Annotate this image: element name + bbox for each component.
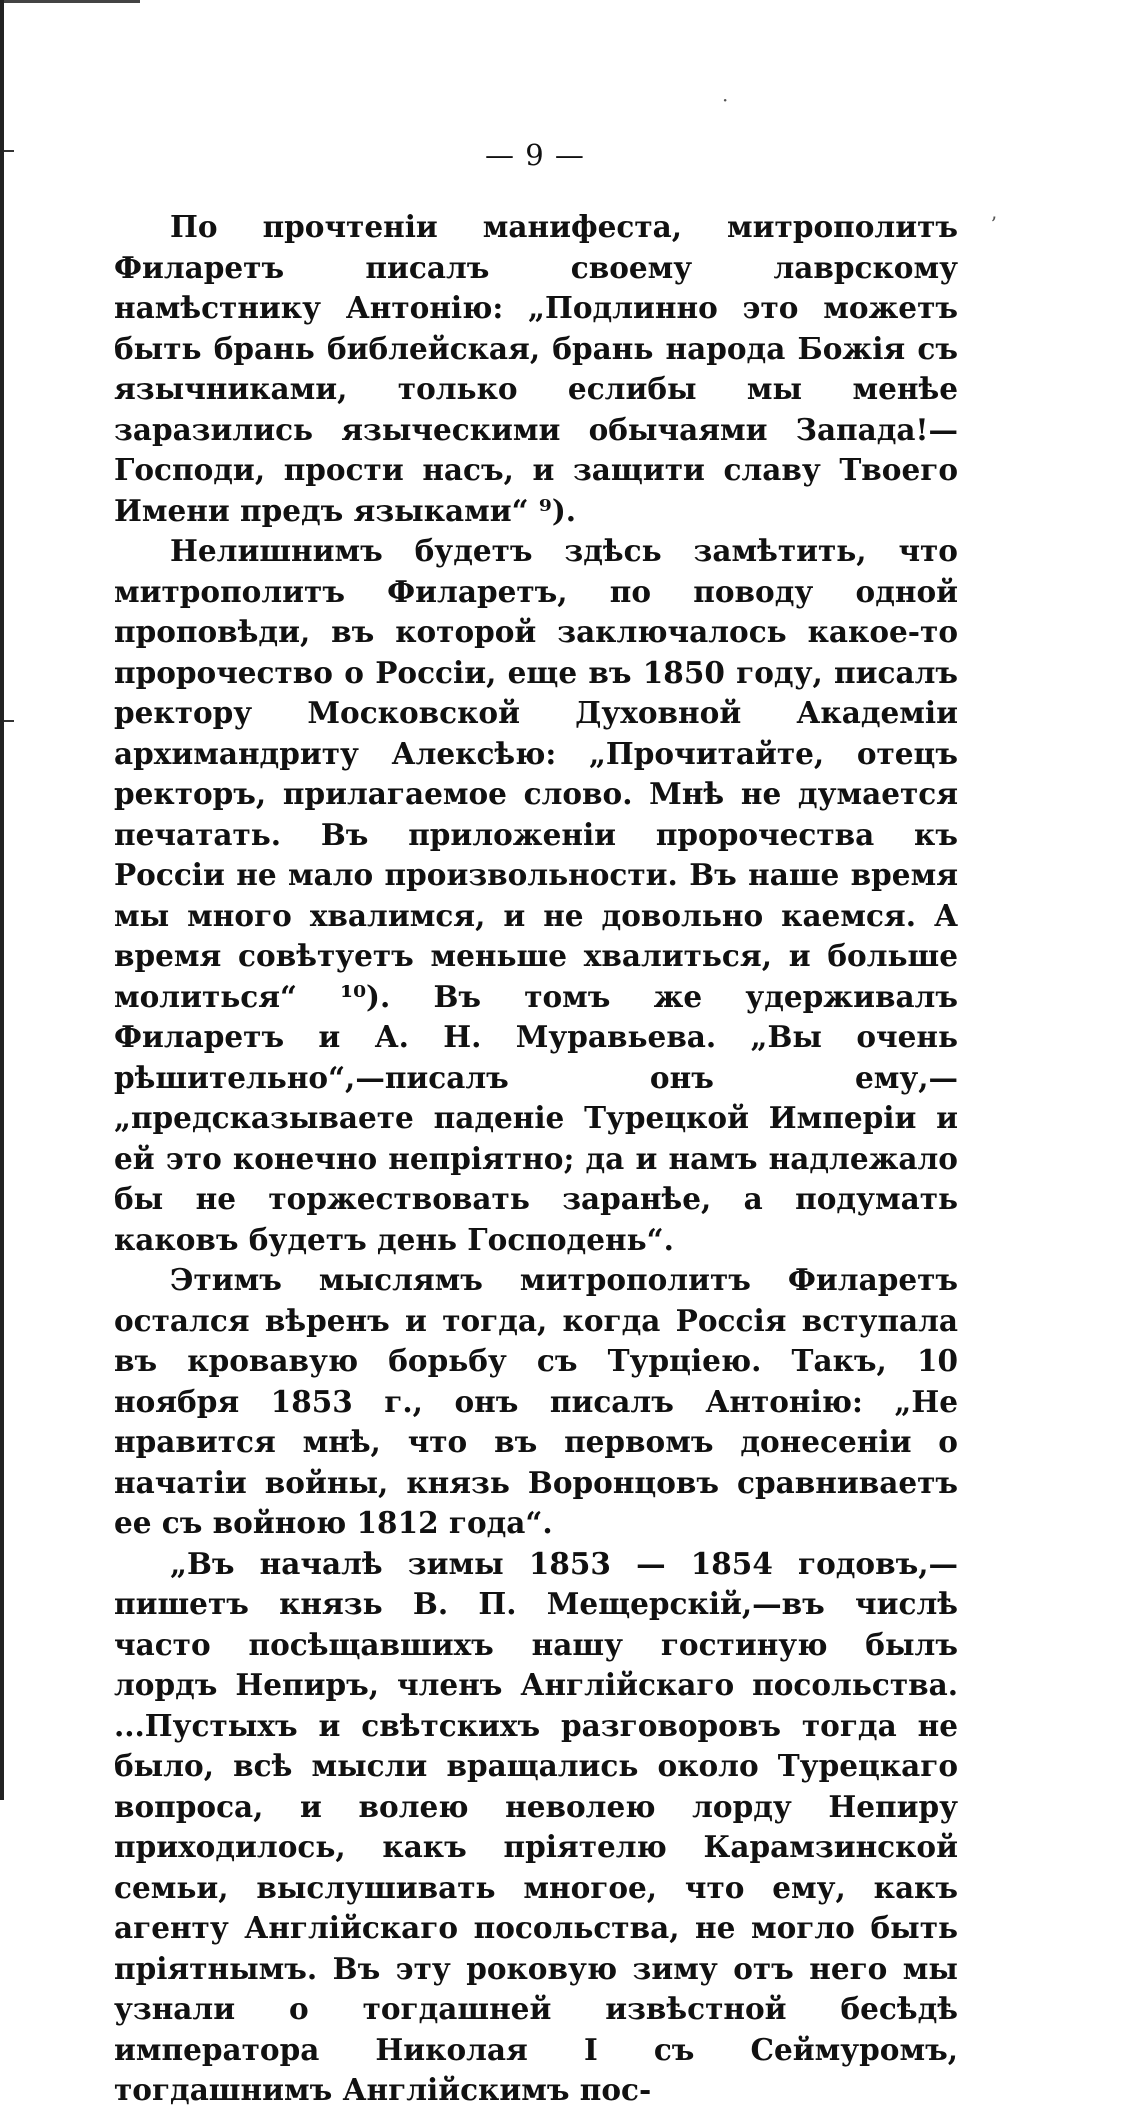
scan-edge-tick: [4, 720, 14, 722]
page-number: — 9 —: [485, 138, 585, 172]
paragraph: Этимъ мыслямъ митрополитъ Филаретъ остался вѣренъ и тогда, когда Россія вступала въ кровавую борьбу съ Турціею. Такъ, 10 ноября 1853 г., онъ писалъ Антонію: „Не нравится мнѣ, что въ первомъ донесеніи о начатіи войны, князь Воронцовъ сравниваетъ ее съ войною 1812 года“.: [114, 1262, 958, 1540]
paragraph: По прочтеніи манифеста, митрополитъ Филаретъ писалъ своему лаврскому намѣстнику Антонію: „Подлинно это можетъ быть брань библейская, брань народа Божія съ язычниками, только еслибы мы менѣе заразились языческими обычаями Запада!—Господи, прости насъ, и защити славу Твоего Имени предъ языками“ ⁹).: [114, 209, 958, 528]
scan-binding-edge: [0, 0, 4, 1800]
scan-speck: ʼ: [990, 212, 997, 236]
paragraph: „Въ началѣ зимы 1853 — 1854 годовъ,—пишетъ князь В. П. Мещерскій,—въ числѣ часто посѣщавшихъ нашу гостиную былъ лордъ Непиръ, членъ Англійскаго посольства. ...Пустыхъ и свѣтскихъ разговоровъ тогда не было, всѣ мысли вращались около Турецкаго вопроса, и волею неволею лорду Непиру приходилось, какъ пріятелю Карамзинской семьи, выслушивать многое, что ему, какъ агенту Англійскаго посольства, не могло быть пріятнымъ. Въ эту роковую зиму отъ него мы узнали о тогдашней извѣстной бесѣдѣ императора Николая I съ Сеймуромъ, тогдашнимъ Англійскимъ пос-: [114, 1545, 958, 2107]
body-text: [114, 207, 958, 2111]
paragraph: Нелишнимъ будетъ здѣсь замѣтить, что митрополитъ Филаретъ, по поводу одной проповѣди, въ которой заключалось какое-то пророчество о Россіи, еще въ 1850 году, писалъ ректору Московской Духовной Академіи архимандриту Алексѣю: „Прочитайте, отецъ ректоръ, прилагаемое слово. Мнѣ не думается печатать. Въ приложеніи пророчества къ Россіи не мало произвольности. Въ наше время мы много хвалимся, и не довольно каемся. А время совѣтуетъ меньше хвалиться, и больше молиться“ ¹⁰). Въ томъ же удерживалъ Филаретъ и А. Н. Муравьева. „Вы очень рѣшительно“,—писалъ онъ ему,—„предсказываете паденіе Турецкой Имперіи и ей это конечно непріятно; да и намъ надлежало бы не торжествовать заранѣе, а подумать каковъ будетъ день Господень“.: [114, 533, 958, 1257]
scan-edge-smudge: [0, 0, 140, 3]
scan-speck: ·: [722, 88, 729, 112]
